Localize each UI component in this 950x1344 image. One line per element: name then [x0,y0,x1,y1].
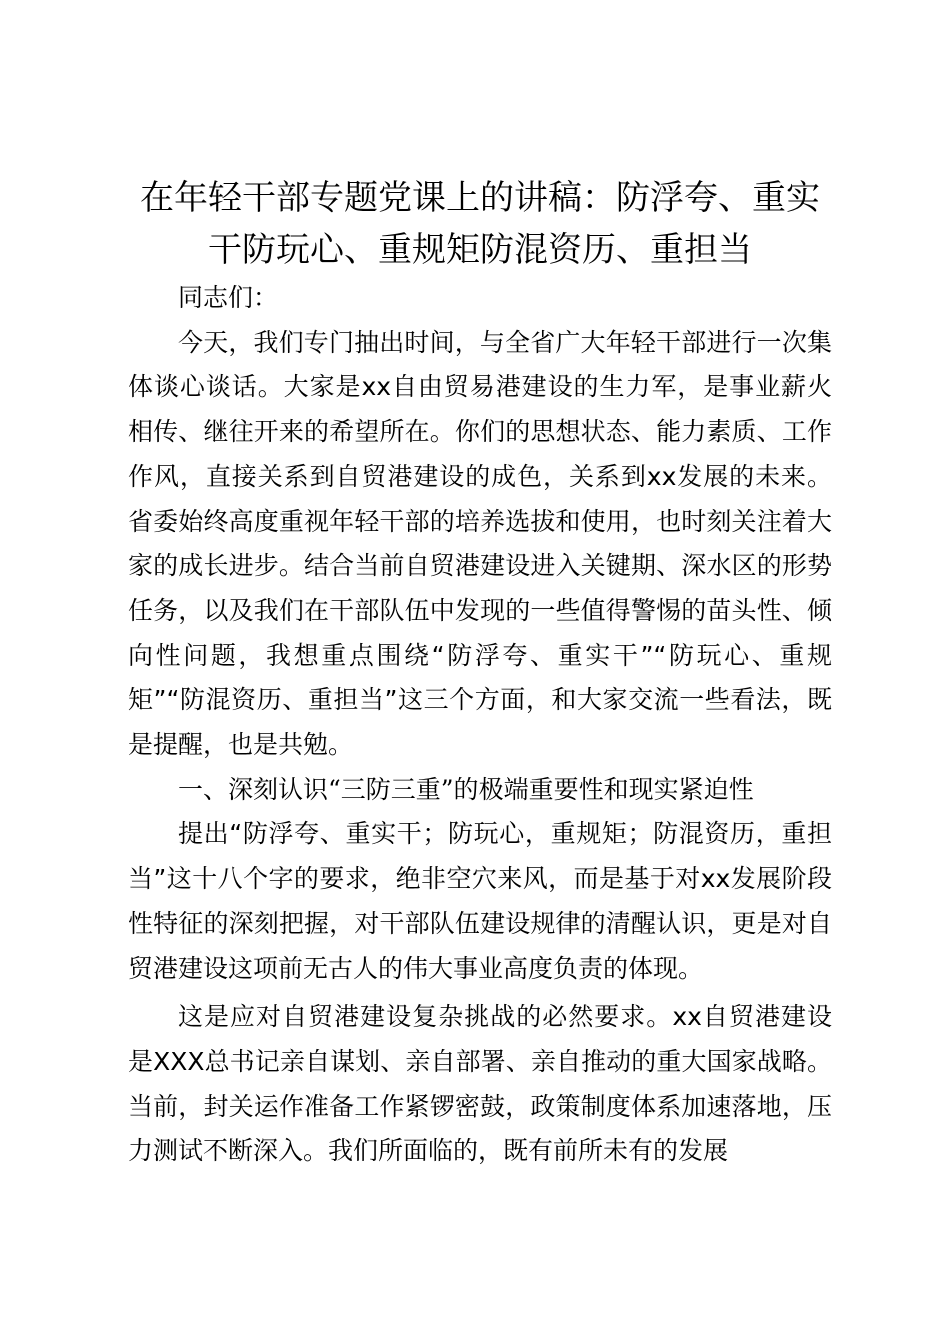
greeting: 同志们： [178,283,279,312]
title-line-2: 干防玩心、重规矩防混资历、重担当 [208,230,752,270]
paragraph-challenge: 这是应对自贸港建设复杂挑战的必然要求。xx自贸港建设是XXX总书记亲自谋划、亲自部署、亲自推动的重大国家战略。当前，封关运作准备工作紧锣密鼓，政策制度体系加速落地，压力测试不断深入。我们所面临的，既有前所未有的发展 [128,1002,832,1166]
document-page [128,172,832,1174]
title-line-1: 在年轻干部专题党课上的讲稿：防浮夸、重实 [140,178,820,218]
section-heading-1: 一、深刻认识“三防三重”的极端重要性和现实紧迫性 [178,774,754,804]
paragraph-intro: 今天，我们专门抽出时间，与全省广大年轻干部进行一次集体谈心谈话。大家是xx自由贸易港建设的生力军，是事业薪火相传、继往开来的希望所在。你们的思想状态、能力素质、工作作风，直接关系到自贸港建设的成色，关系到xx发展的未来。省委始终高度重视年轻干部的培养选拔和使用，也时刻关注着大家的成长进步。结合当前自贸港建设进入关键期、深水区的形势任务，以及我们在干部队伍中发现的一些值得警惕的苗头性、倾向性问题，我想重点围绕“防浮夸、重实干”“防玩心、重规矩”“防混资历、重担当”这三个方面，和大家交流一些看法，既是提醒，也是共勉。 [128,327,832,760]
document-body [128,276,832,1174]
document-title [128,172,832,276]
paragraph-section-1: 提出“防浮夸、重实干；防玩心，重规矩；防混资历，重担当”这十八个字的要求，绝非空穴来风，而是基于对xx发展阶段性特征的深刻把握，对干部队伍建设规律的清醒认识，更是对自贸港建设这项前无古人的伟大事业高度负责的体现。 [128,819,832,983]
